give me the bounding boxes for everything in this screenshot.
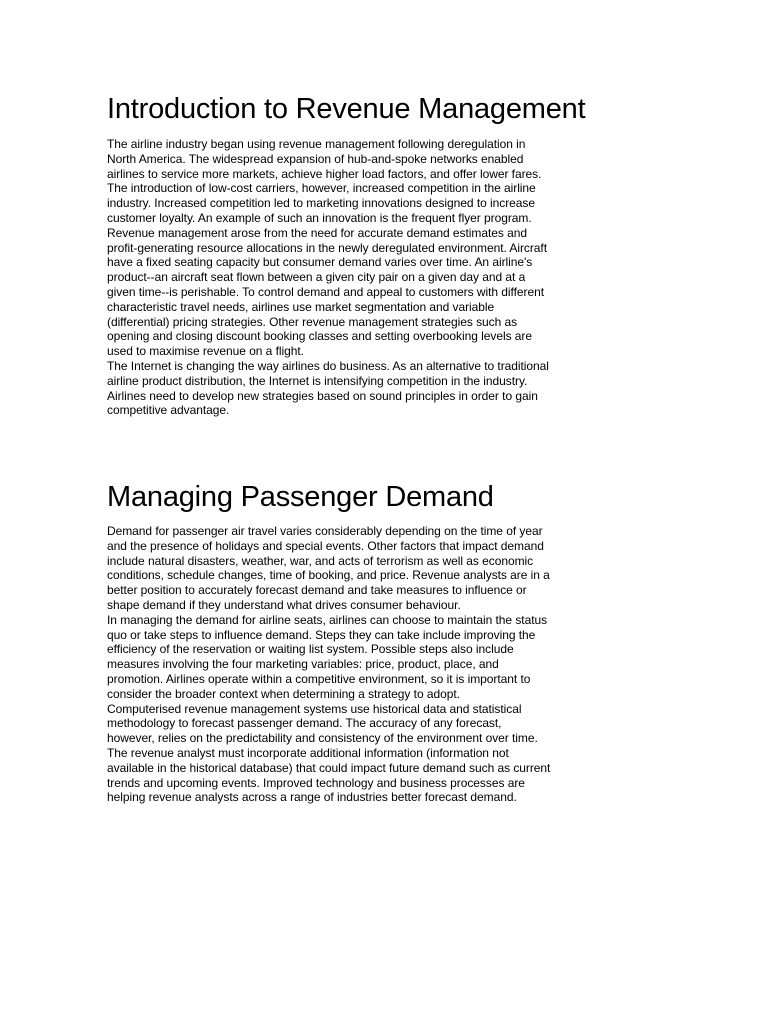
section-title-passenger-demand: Managing Passenger Demand <box>107 481 494 513</box>
section-body-passenger-demand <box>107 524 552 805</box>
paragraph: Demand for passenger air travel varies considerably depending on the time of year and the presence of holidays and special events. Other factors that impact demand include natural disasters, weather, war, and acts of terrorism as well as economic conditions, schedule changes, time of booking, and price. Revenue analysts are in a better position to accurately forecast demand and take measures to influence or shape demand if they understand what drives consumer behaviour. <box>107 524 550 612</box>
section-title-revenue-management: Introduction to Revenue Management <box>107 93 586 125</box>
paragraph: The Internet is changing the way airlines do business. As an alternative to traditional airline product distribution, the Internet is intensifying competition in the industry. Airlines need to develop new strategies based on sound principles in order to gain competitive advantage. <box>107 358 549 418</box>
section-body-revenue-management <box>107 137 552 418</box>
paragraph: The airline industry began using revenue management following deregulation in North America. The widespread expansion of hub-and-spoke networks enabled airlines to service more markets, achieve higher load factors, and offer lower fares. The introduction of low-cost carriers, however, increased competition in the airline industry. Increased competition led to marketing innovations designed to increase customer loyalty. An example of such an innovation is the frequent flyer program. <box>107 137 542 225</box>
paragraph: In managing the demand for airline seats, airlines can choose to maintain the status quo or take steps to influence demand. Steps they can take include improving the efficiency of the reservation or waiting list system. Possible steps also include measures involving the four marketing variables: price, product, place, and promotion. Airlines operate within a competitive environment, so it is important to consider the broader context when determining a strategy to adopt. <box>107 612 548 701</box>
paragraph: Revenue management arose from the need for accurate demand estimates and profit-generating resource allocations in the newly deregulated environment. Aircraft have a fixed seating capacity but consumer demand varies over time. An airline's product--an aircraft seat flown between a given city pair on a given day and at a given time--is perishable. To control demand and appeal to customers with different characteristic travel needs, airlines use market segmentation and variable (differential) pricing strategies. Other revenue management strategies such as opening and closing discount booking classes and setting overbooking levels are used to maximise revenue on a flight. <box>107 225 547 359</box>
paragraph: Computerised revenue management systems use historical data and statistical methodology to forecast passenger demand. The accuracy of any forecast, however, relies on the predictability and consistency of the environment over time. The revenue analyst must incorporate additional information (information not available in the historical database) that could impact future demand such as current trends and upcoming events. Improved technology and business processes are helping revenue analysts across a range of industries better forecast demand. <box>107 701 551 805</box>
